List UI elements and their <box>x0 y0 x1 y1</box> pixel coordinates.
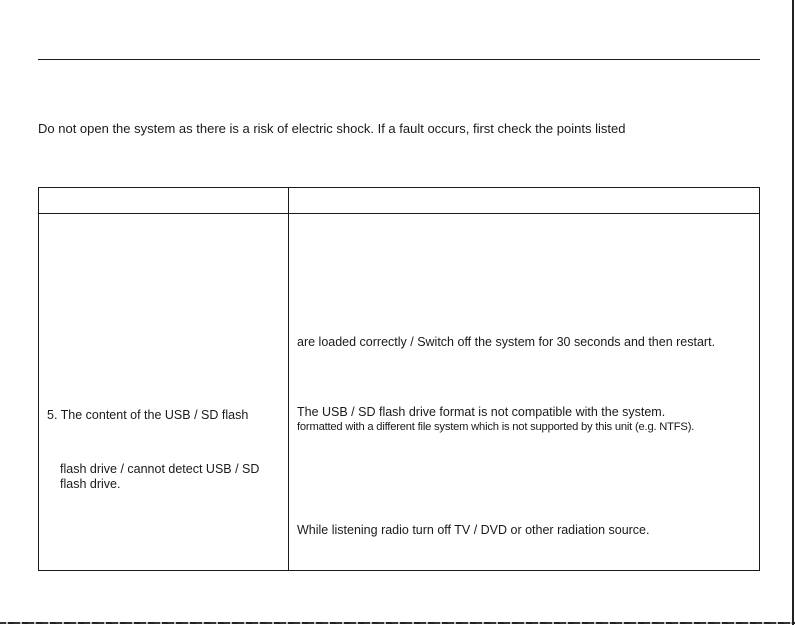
solution-loaded-line: are loaded correctly / Switch off the system for 30 seconds and then restart. <box>297 335 716 349</box>
solution-radio-line: While listening radio turn off TV / DVD or other radiation source. <box>297 523 650 537</box>
solution-usb-format-line: The USB / SD flash drive format is not compatible with the system. <box>297 405 666 419</box>
page-bottom-border <box>0 622 795 624</box>
intro-paragraph: Do not open the system as there is a risk of electric shock. If a fault occurs, first check the points listed <box>38 121 626 136</box>
problem-item-5-line-2: flash drive / cannot detect USB / SD <box>60 462 260 476</box>
troubleshooting-table <box>38 187 760 571</box>
problem-item-5-line-1: 5. The content of the USB / SD flash <box>47 408 249 422</box>
problem-item-5-line-3: flash drive. <box>60 477 121 491</box>
header-rule <box>38 59 760 60</box>
table-column-divider <box>288 188 289 570</box>
table-header-divider <box>39 213 759 214</box>
page-right-border <box>792 0 794 625</box>
solution-usb-filesystem-line: formatted with a different file system which is not supported by this unit (e.g. NTFS). <box>297 421 695 433</box>
